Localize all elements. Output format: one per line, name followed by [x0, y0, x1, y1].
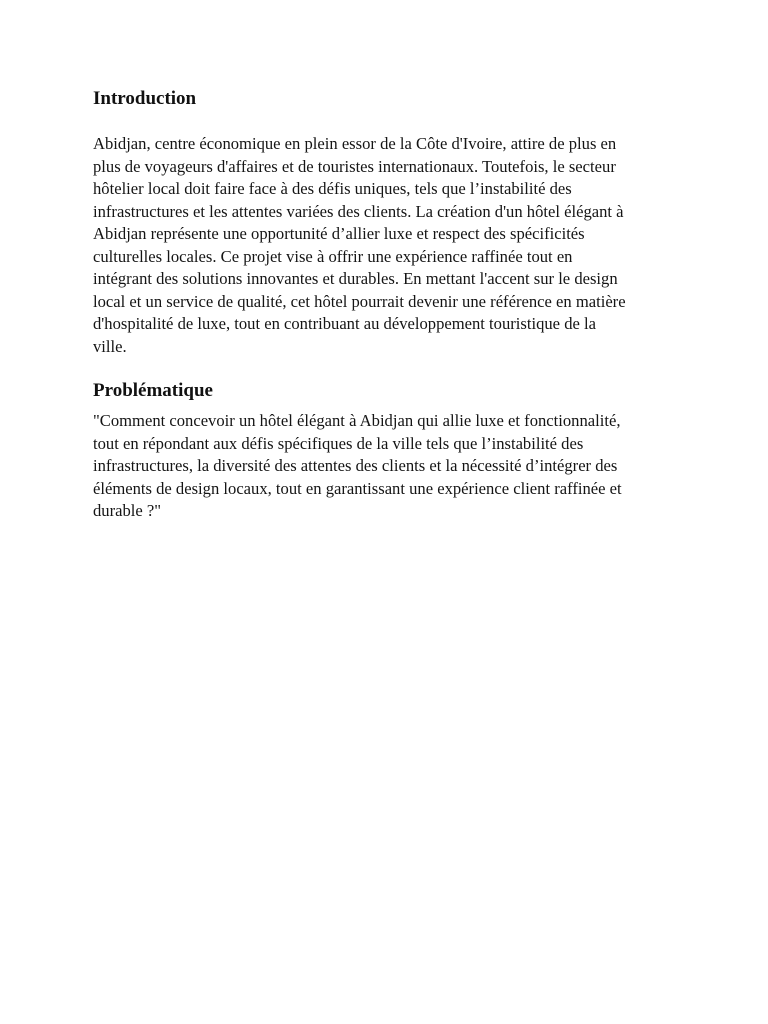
- text-line: ville.: [93, 336, 127, 356]
- text-line: local et un service de qualité, cet hôtel pourrait devenir une référence en matière: [93, 291, 626, 311]
- text-line: hôtelier local doit faire face à des défis uniques, tels que l’instabilité des: [93, 179, 572, 198]
- text-line: tout en répondant aux défis spécifiques de la ville tels que l’instabilité des: [93, 433, 584, 453]
- text-line: éléments de design locaux, tout en garantissant une expérience client raffinée et: [93, 478, 622, 498]
- text-line: culturelles locales. Ce projet vise à offrir une expérience raffinée tout en: [93, 246, 573, 266]
- text-line: Abidjan représente une opportunité d’allier luxe et respect des spécificités: [93, 224, 585, 243]
- document-body: [93, 86, 683, 523]
- text-line: infrastructures, la diversité des attentes des clients et la nécessité d’intégrer des: [93, 456, 618, 475]
- text-line: infrastructures et les attentes variées des clients. La création d'un hôtel élégant à: [93, 201, 624, 221]
- text-line: d'hospitalité de luxe, tout en contribuant au développement touristique de la: [93, 314, 596, 333]
- text-line: "Comment concevoir un hôtel élégant à Abidjan qui allie luxe et fonctionnalité,: [93, 411, 621, 430]
- introduction-heading: Introduction: [93, 88, 197, 109]
- text-line: durable ?": [93, 501, 162, 520]
- text-line: Abidjan, centre économique en plein essor de la Côte d'Ivoire, attire de plus en: [93, 134, 617, 153]
- introduction-paragraph: [93, 133, 683, 358]
- problematique-heading: Problématique: [93, 380, 213, 401]
- text-line: intégrant des solutions innovantes et durables. En mettant l'accent sur le design: [93, 269, 618, 288]
- problematique-paragraph: [93, 410, 683, 523]
- text-line: plus de voyageurs d'affaires et de touristes internationaux. Toutefois, le secteur: [93, 156, 616, 176]
